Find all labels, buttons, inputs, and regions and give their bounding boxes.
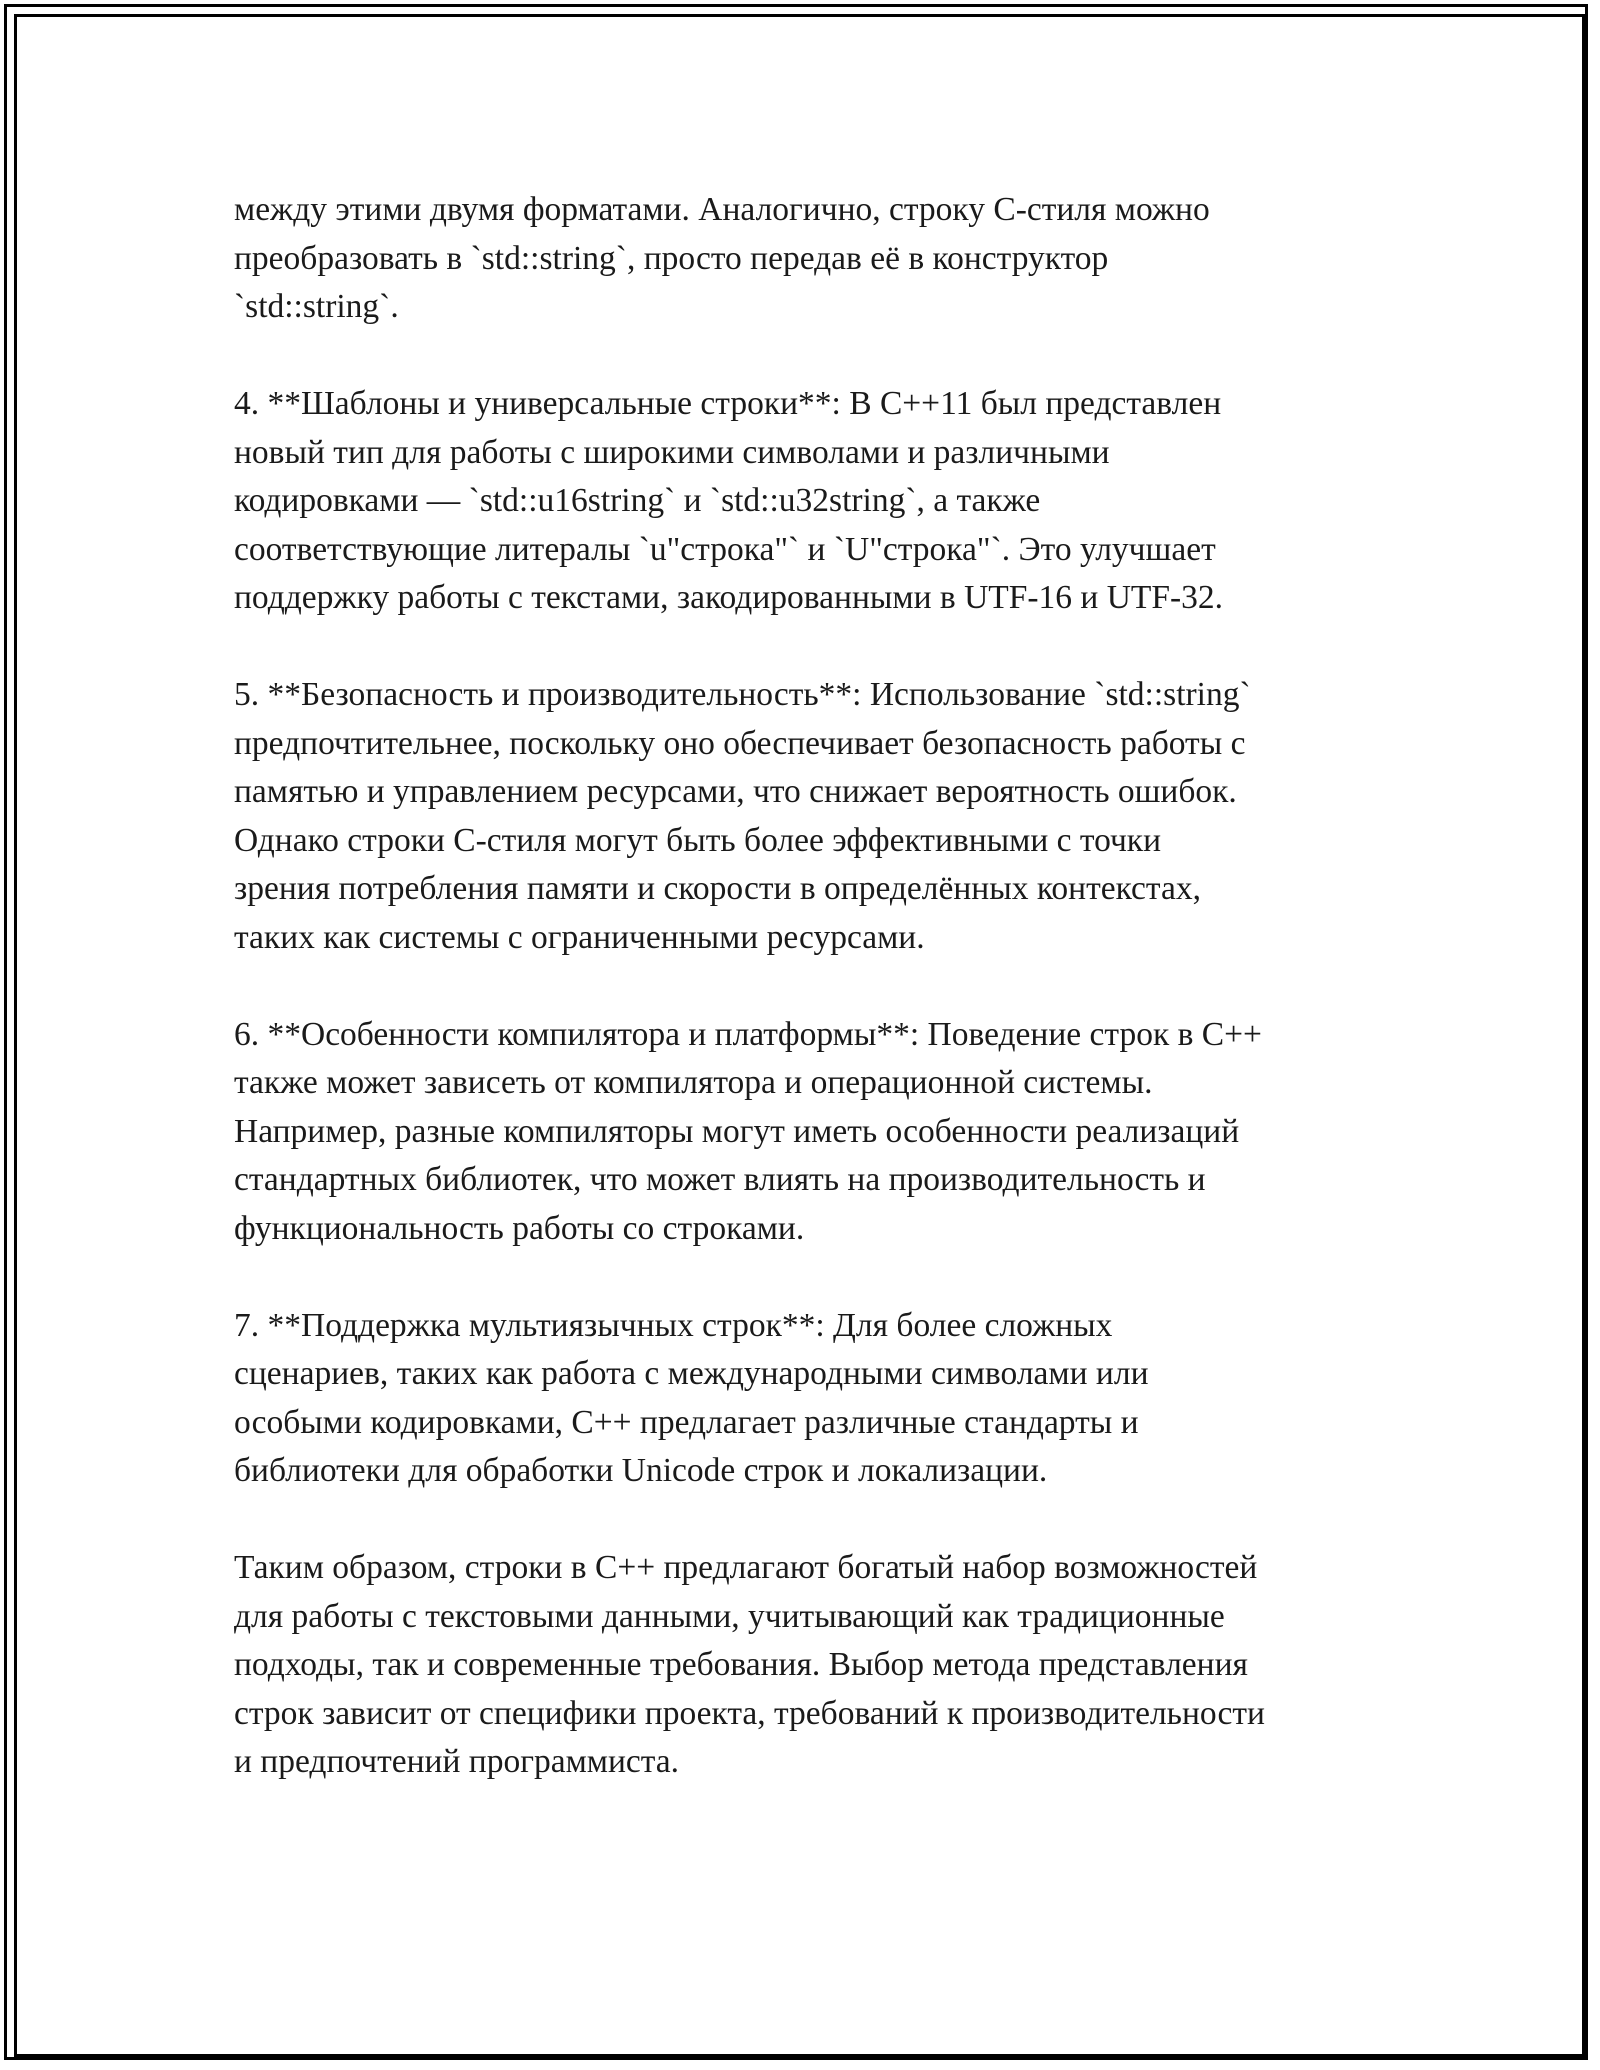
text-line: Таким образом, строки в C++ предлагают богатый набор возможностей bbox=[234, 1549, 1258, 1586]
text-line: соответствующие литералы `u"строка"` и `U"строка"`. Это улучшает bbox=[234, 530, 1216, 568]
text-line: библиотеки для обработки Unicode строк и локализации. bbox=[234, 1452, 1048, 1489]
paragraph-conversion bbox=[234, 186, 1394, 332]
text-line: особыми кодировками, C++ предлагает различные стандарты и bbox=[234, 1403, 1139, 1441]
text-line: преобразовать в `std::string`, просто передав её в конструктор bbox=[234, 239, 1109, 277]
text-line: функциональность работы со строками. bbox=[234, 1209, 805, 1247]
text-line: между этими двумя форматами. Аналогично, строку C-стиля можно bbox=[234, 191, 1210, 228]
text-line: также может зависеть от компилятора и операционной системы. bbox=[234, 1064, 1153, 1101]
text-line: сценариев, таких как работа с международными символами или bbox=[234, 1355, 1149, 1392]
document-body bbox=[234, 186, 1394, 1835]
text-line: таких как системы с ограниченными ресурсами. bbox=[234, 918, 925, 956]
text-line: Например, разные компиляторы могут иметь особенности реализаций bbox=[234, 1112, 1240, 1150]
text-line: строк зависит от специфики проекта, требований к производительности bbox=[234, 1694, 1265, 1732]
text-line: для работы с текстовыми данными, учитывающий как традиционные bbox=[234, 1597, 1225, 1635]
text-line: 6. **Особенности компилятора и платформы**: Поведение строк в C++ bbox=[234, 1015, 1262, 1053]
text-line: 5. **Безопасность и производительность**: Использование `std::string` bbox=[234, 676, 1251, 713]
paragraph-item-4 bbox=[234, 380, 1394, 623]
paragraph-item-6 bbox=[234, 1011, 1394, 1254]
text-line: новый тип для работы с широкими символами и различными bbox=[234, 433, 1110, 471]
text-line: стандартных библиотек, что может влиять на производительность и bbox=[234, 1161, 1206, 1198]
text-line: 7. **Поддержка мультиязычных строк**: Для более сложных bbox=[234, 1306, 1113, 1344]
text-line: зрения потребления памяти и скорости в определённых контекстах, bbox=[234, 870, 1201, 907]
text-line: памятью и управлением ресурсами, что снижает вероятность ошибок. bbox=[234, 773, 1237, 810]
paragraph-conclusion bbox=[234, 1544, 1394, 1787]
text-line: Однако строки C-стиля могут быть более эффективными с точки bbox=[234, 821, 1162, 859]
text-line: поддержку работы с текстами, закодированными в UTF-16 и UTF-32. bbox=[234, 579, 1224, 616]
text-line: предпочтительнее, поскольку оно обеспечивает безопасность работы с bbox=[234, 724, 1246, 762]
text-line: 4. **Шаблоны и универсальные строки**: В C++11 был представлен bbox=[234, 385, 1222, 422]
text-line: кодировками — `std::u16string` и `std::u32string`, а также bbox=[234, 482, 1041, 519]
text-line: и предпочтений программиста. bbox=[234, 1743, 680, 1780]
text-line: `std::string`. bbox=[234, 288, 399, 325]
paragraph-item-5 bbox=[234, 671, 1394, 962]
text-line: подходы, так и современные требования. Выбор метода представления bbox=[234, 1646, 1248, 1683]
paragraph-item-7 bbox=[234, 1302, 1394, 1496]
